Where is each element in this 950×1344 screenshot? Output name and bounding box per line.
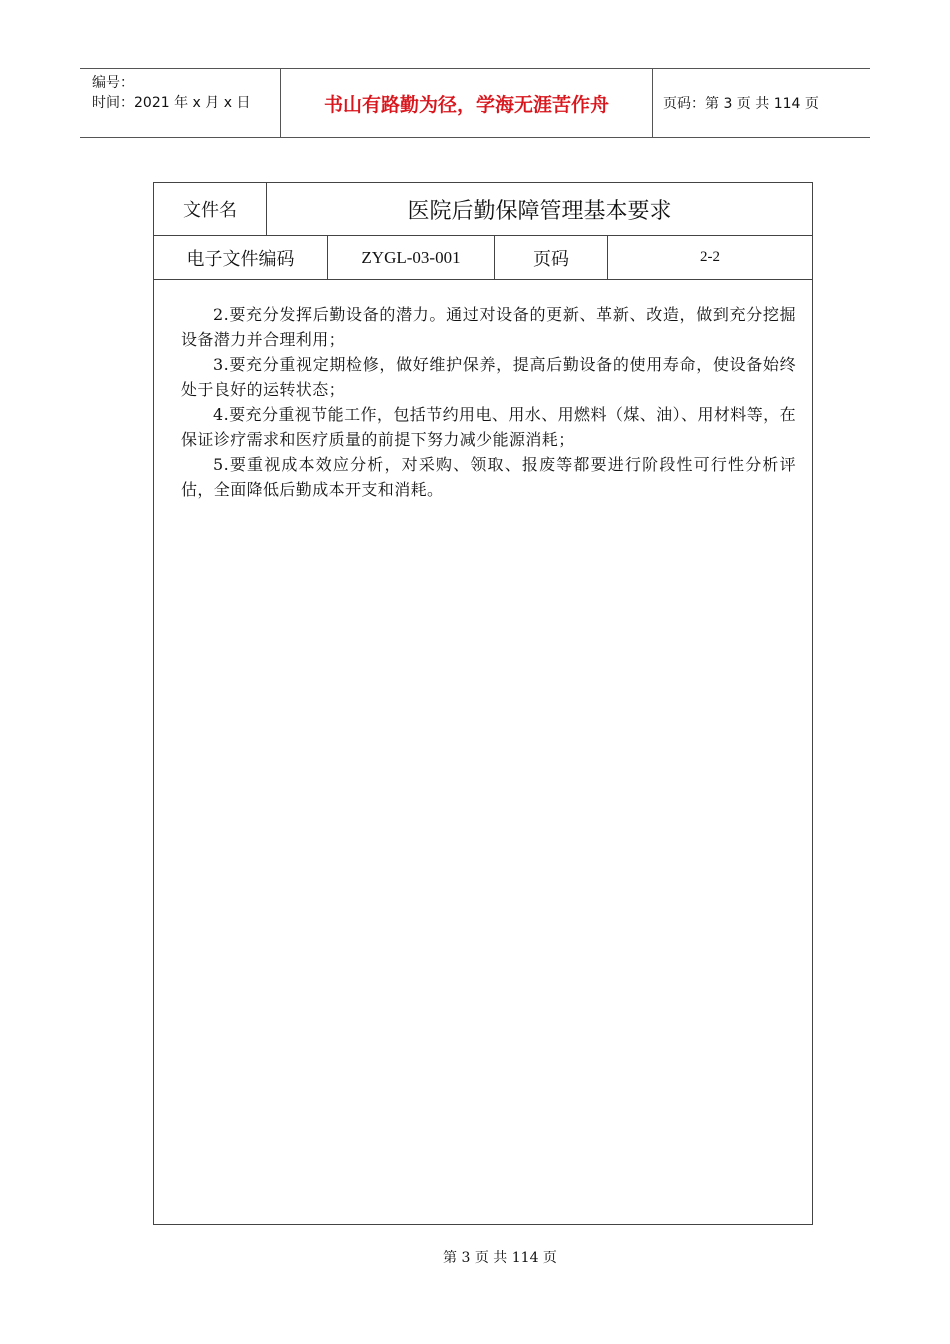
page-label: 页码 xyxy=(495,236,608,279)
paragraph-2: 2.要充分发挥后勤设备的潜力。通过对设备的更新、革新、改造，做到充分挖掘设备潜力并合理利用； xyxy=(181,305,796,349)
code-label: 电子文件编码 xyxy=(154,236,328,279)
header-meta xyxy=(80,69,281,137)
time-label: 时间：2021 年 x 月 x 日 xyxy=(92,95,251,111)
document-page: 2-2 xyxy=(700,249,720,265)
paragraph-4: 4.要充分重视节能工作，包括节约用电、用水、用燃料（煤、油）、用材料等，在保证诊疗需求和医疗质量的前提下努力减少能源消耗； xyxy=(181,405,796,449)
document-table xyxy=(153,182,813,1225)
document-meta-row xyxy=(154,236,812,280)
document-title: 医院后勤保障管理基本要求 xyxy=(407,198,672,224)
document-body xyxy=(154,280,812,502)
file-name-label: 文件名 xyxy=(154,183,267,235)
document-title-row xyxy=(154,183,812,236)
paragraph-3: 3.要充分重视定期检修，做好维护保养，提高后勤设备的使用寿命，使设备始终处于良好的运转状态； xyxy=(181,355,796,399)
number-label: 编号： xyxy=(92,75,134,91)
document-code: ZYGL-03-001 xyxy=(328,236,495,279)
paragraph-5: 5.要重视成本效应分析，对采购、领取、报废等都要进行阶段性可行性分析评估，全面降低后勤成本开支和消耗。 xyxy=(181,455,796,499)
page-footer: 第 3 页 共 114 页 xyxy=(443,1250,557,1266)
header-page-info: 页码：第 3 页 共 114 页 xyxy=(663,96,819,112)
page-header xyxy=(80,68,870,138)
header-motto: 书山有路勤为径，学海无涯苦作舟 xyxy=(281,69,653,137)
